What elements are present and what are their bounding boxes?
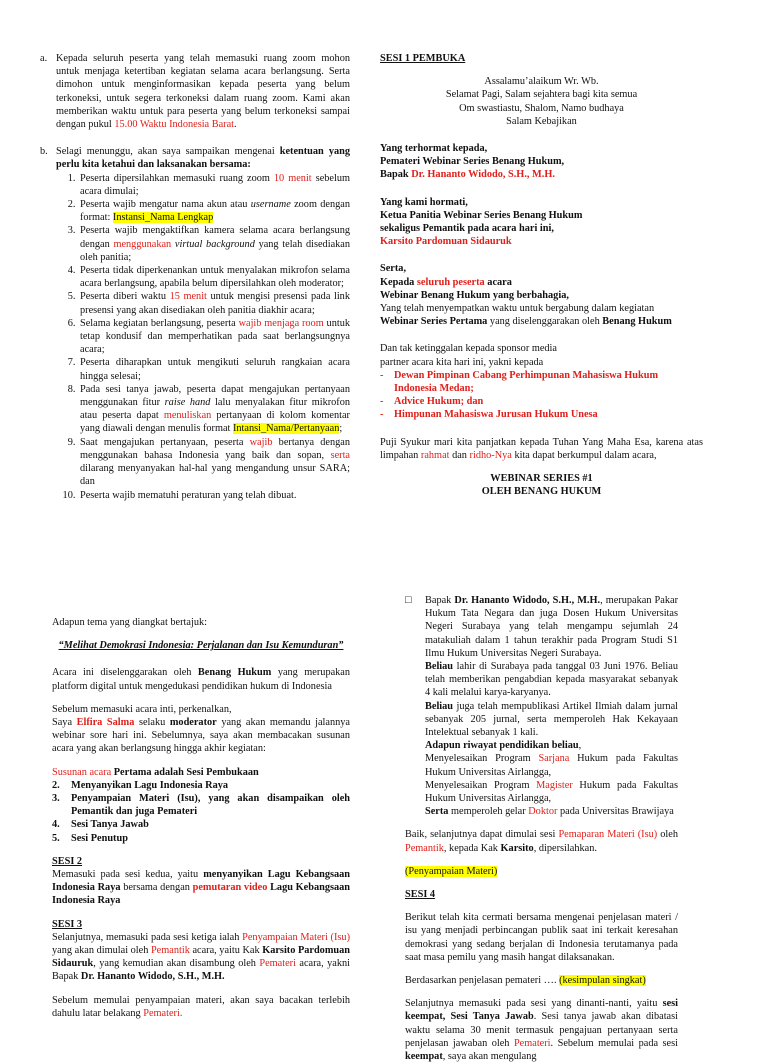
greeting-line: Selamat Pagi, Salam sejahtera bagi kita semua bbox=[445, 89, 638, 101]
speaker-column bbox=[405, 594, 678, 1063]
bio-paragraph: Serta memperoleh gelar Doktor pada Universitas Brawijaya bbox=[425, 806, 674, 818]
sponsors bbox=[380, 342, 703, 421]
salutation-line: Yang telah menyempatkan waktu untuk bergabung dalam kegiatan bbox=[380, 303, 655, 315]
rules-list bbox=[40, 172, 350, 502]
rule-item: 1. Peserta dipersilahkan memasuki ruang zoom 10 menit sebelum acara dimulai; bbox=[78, 172, 350, 198]
sesi4-title: SESI 4 bbox=[405, 889, 436, 901]
salutation-line: sekaligus Pemantik pada acara hari ini, bbox=[380, 223, 554, 235]
salutation-line: Ketua Panitia Webinar Series Benang Hukum bbox=[380, 209, 583, 221]
agenda-item: 5. Sesi Penutup bbox=[52, 832, 128, 844]
salutation-line: Pemateri Webinar Series Benang Hukum, bbox=[380, 156, 565, 168]
webinar-title: WEBINAR SERIES #1 bbox=[490, 473, 593, 485]
rule-item: 7. Peserta diharapkan untuk mengikuti seluruh rangkaian acara hingga selesai; bbox=[78, 356, 350, 382]
salutation-line: Bapak Dr. Hananto Widodo, S.H., M.H. bbox=[380, 169, 555, 181]
salutation-line: Karsito Pardomuan Sidauruk bbox=[380, 236, 512, 248]
honored-guest bbox=[380, 142, 703, 182]
salutation-line: Kepada seluruh peserta acara bbox=[380, 276, 512, 288]
rule-item: 5. Peserta diberi waktu 15 menit untuk mengisi presensi pada link presensi yang akan disediakan oleh panitia diakhir acara; bbox=[78, 290, 350, 316]
sesi2-title: SESI 2 bbox=[52, 855, 83, 867]
checkbox-bullet-icon: □ bbox=[405, 594, 412, 606]
opening-column bbox=[380, 52, 703, 498]
moderator-paragraph: Saya Elfira Salma selaku moderator yang akan memandu jalannya webinar sore hari ini. Sebelumnya, saya akan membacakan susunan acara yang akan berlangsung hingga akhir kegiatan: bbox=[52, 717, 350, 755]
item-b-label: b. bbox=[40, 146, 48, 158]
item-b-text: Selagi menunggu, akan saya sampaikan mengenai ketentuan yang perlu kita ketahui dan laksanakan bersama: bbox=[56, 146, 350, 171]
sesi3-title: SESI 3 bbox=[52, 918, 83, 930]
rule-item: 2. Peserta wajib mengatur nama akun atau username zoom dengan format: Instansi_Nama Lengkap bbox=[78, 198, 350, 224]
gratitude-paragraph: Puji Syukur mari kita panjatkan kepada Tuhan Yang Maha Esa, karena atas limpahan rahmat dan ridho-Nya kita dapat berkumpul dalam acara, bbox=[380, 436, 703, 461]
participants-greeting bbox=[380, 262, 703, 328]
agenda-first: Susunan acara Pertama adalah Sesi Pembukaan bbox=[52, 766, 259, 778]
rule-item: 10. Peserta wajib mematuhi peraturan yang telah dibuat. bbox=[78, 489, 350, 502]
greeting-line: Salam Kebajikan bbox=[506, 115, 577, 127]
agenda-item: 2. Menyanyikan Lagu Indonesia Raya bbox=[52, 779, 229, 791]
rule-item: 3. Peserta wajib mengaktifkan kamera selama acara berlangsung dengan menggunakan virtual background yang telah disediakan oleh panitia; bbox=[78, 224, 350, 264]
item-a-text: Kepada seluruh peserta yang telah memasuki ruang zoom mohon untuk menjaga ketertiban kegiatan selama acara berlangsung. Serta dimohon untuk menginformasikan kepada peserta yang belum terkoneksi, untuk segera terkoneksi dalam ruang zoom. Kami akan memberikan waktu untuk para peserta yang belum terkoneksi sampai dengan pukul 15.00 Waktu Indonesia Barat. bbox=[56, 53, 350, 131]
item-a bbox=[40, 52, 350, 131]
rule-item: 6. Selama kegiatan berlangsung, peserta wajib menjaga room untuk tetap kondusif dan memperhatikan pada saat berlangsungnya acara; bbox=[78, 317, 350, 357]
sesi3-paragraph: Selanjutnya, memasuki pada sesi ketiga ialah Penyampaian Materi (Isu) yang akan dimulai oleh Pemantik acara, yaitu Kak Karsito Pardomuan Sidauruk, yang kemudian akan disambung oleh Pemateri acara, yakni Bapak Dr. Hananto Widodo, S.H., M.H. bbox=[52, 931, 351, 983]
sesi2-paragraph: Memasuki pada sesi kedua, yaitu menyanyikan Lagu Kebangsaan Indonesia Raya bersama dengan pemutaran video Lagu Kebangsaan Indonesia Raya bbox=[52, 869, 350, 907]
webinar-subtitle: OLEH BENANG HUKUM bbox=[481, 486, 602, 498]
bio-paragraph: Adapun riwayat pendidikan beliau, bbox=[425, 740, 582, 752]
bio-paragraph: Beliau juga telah mempublikasi Artikel Ilmiah dalam jurnal sebanyak 205 jurnal, serta memperoleh Hak Kekayaan Intelektual sebanyak 1 kali. bbox=[425, 700, 678, 739]
salutation-line: Webinar Series Pertama yang diselenggarakan oleh Benang Hukum bbox=[380, 316, 672, 328]
presentation-note: (Penyampaian Materi) bbox=[405, 865, 498, 877]
intro-line: Sebelum memasuki acara inti, perkenalkan, bbox=[52, 703, 232, 715]
bio-paragraph: Beliau lahir di Surabaya pada tanggal 03 Juni 1976. Beliau telah memberikan pengabdian kepada masyarakat sebanyak 4 kali melalui karya-karyanya. bbox=[425, 661, 679, 699]
salutation-line: Yang kami hormati, bbox=[380, 196, 468, 208]
qa-paragraph: Selanjutnya memasuki pada sesi yang dinanti-nanti, yaitu sesi keempat, Sesi Tanya Jawab. Sesi tanya jawab akan dibatasi waktu selama 30 menit termasuk pengajuan pertanyaan serta penjelasan jawaban oleh Pemateri. Sebelum memulai pada sesi keempat, saya akan mengulang bbox=[405, 998, 679, 1063]
committee-chair bbox=[380, 196, 703, 249]
greetings bbox=[380, 75, 703, 128]
conclusion-line: Berdasarkan penjelasan pemateri …. (kesimpulan singkat) bbox=[405, 975, 646, 987]
greeting-line: Assalamu’alaikum Wr. Wb. bbox=[484, 76, 599, 88]
partner-list bbox=[380, 369, 703, 422]
sponsor-line: Dan tak ketinggalan kepada sponsor media bbox=[380, 343, 557, 355]
theme-title: “Melihat Demokrasi Indonesia: Perjalanan dan Isu Kemunduran” bbox=[58, 640, 344, 652]
closing-paragraph: Sebelum memulai penyampaian materi, akan saya bacakan terlebih dahulu latar belakang Pemateri. bbox=[52, 994, 350, 1019]
sponsor-line: partner acara kita hari ini, yakni kepada bbox=[380, 356, 544, 368]
partner-item: - Dewan Pimpinan Cabang Perhimpunan Mahasiswa Hukum Indonesia Medan; bbox=[380, 369, 659, 395]
partner-item: - Advice Hukum; dan bbox=[380, 396, 484, 408]
greeting-line: Om swastiastu, Shalom, Namo budhaya bbox=[459, 102, 624, 114]
theme-intro: Adapun tema yang diangkat bertajuk: bbox=[52, 617, 207, 628]
item-b bbox=[40, 145, 350, 171]
speaker-bio bbox=[405, 594, 678, 818]
sesi1-title: SESI 1 PEMBUKA bbox=[380, 53, 466, 64]
salutation-line: Webinar Benang Hukum yang berbahagia, bbox=[380, 289, 569, 301]
partner-item: - Himpunan Mahasiswa Jurusan Hukum Unesa bbox=[380, 409, 598, 421]
rule-item: 4. Peserta tidak diperkenankan untuk menyalakan mikrofon selama acara berlangsung, apabila belum dipersilahkan oleh moderator; bbox=[78, 264, 350, 290]
webinar-heading bbox=[380, 472, 703, 498]
item-a-label: a. bbox=[40, 53, 48, 64]
bio-paragraph: Bapak Dr. Hananto Widodo, S.H., M.H., merupakan Pakar Hukum Tata Negara dan juga Dosen Hukum Universitas Negeri Surabaya yang telah mengampu sejumlah 24 matakuliah dalam 1 tahun terakhir pada Program Studi S1 Ilmu Hukum Universitas Negeri Surabaya. bbox=[425, 595, 678, 659]
agenda-item: 4. Sesi Tanya Jawab bbox=[52, 819, 149, 831]
rules-column bbox=[40, 52, 350, 502]
organizer-paragraph: Acara ini diselenggarakan oleh Benang Hukum yang merupakan platform digital untuk mengedukasi pendidikan hukum di Indonesia bbox=[52, 667, 351, 692]
agenda-list bbox=[52, 779, 350, 845]
bio-paragraph: Menyelesaikan Program Magister Hukum pada Fakultas Hukum Universitas Airlangga, bbox=[425, 779, 678, 805]
salutation-line: Yang terhormat kepada, bbox=[380, 143, 488, 155]
next-session-paragraph: Baik, selanjutnya dapat dimulai sesi Pemaparan Materi (Isu) oleh Pemantik, kepada Kak Karsito, dipersilahkan. bbox=[405, 829, 678, 854]
agenda-column bbox=[52, 616, 350, 1020]
rule-item: 8. Pada sesi tanya jawab, peserta dapat mengajukan pertanyaan menggunakan fitur raise hand lalu menyalakan fitur mikrofon atau peserta dapat menuliskan pertanyaan di kolom komentar yang diawali dengan menulis format Intansi_Nama/Pertanyaan; bbox=[78, 383, 350, 436]
sesi4-paragraph: Berikut telah kita cermati bersama mengenai penjelasan materi / isu yang menjadi perbincangan publik saat ini terkait keresahan demokrasi yang sedang berjalan di Indonesia terutamanya pada saat masa pemilu yang masih hangat dilaksanakan. bbox=[405, 912, 678, 963]
bio-paragraph: Menyelesaikan Program Sarjana Hukum pada Fakultas Hukum Universitas Airlangga, bbox=[425, 753, 679, 778]
rule-item: 9. Saat mengajukan pertanyaan, peserta wajib bertanya dengan menggunakan bahasa Indonesia yang baik dan sopan, serta dilarang menyanyakan hal-hal yang mengandung unsur SARA; dan bbox=[78, 436, 350, 489]
salutation-line: Serta, bbox=[380, 263, 407, 275]
agenda-item: 3. Penyampaian Materi (Isu), yang akan disampaikan oleh Pemantik dan juga Pemateri bbox=[52, 793, 350, 818]
